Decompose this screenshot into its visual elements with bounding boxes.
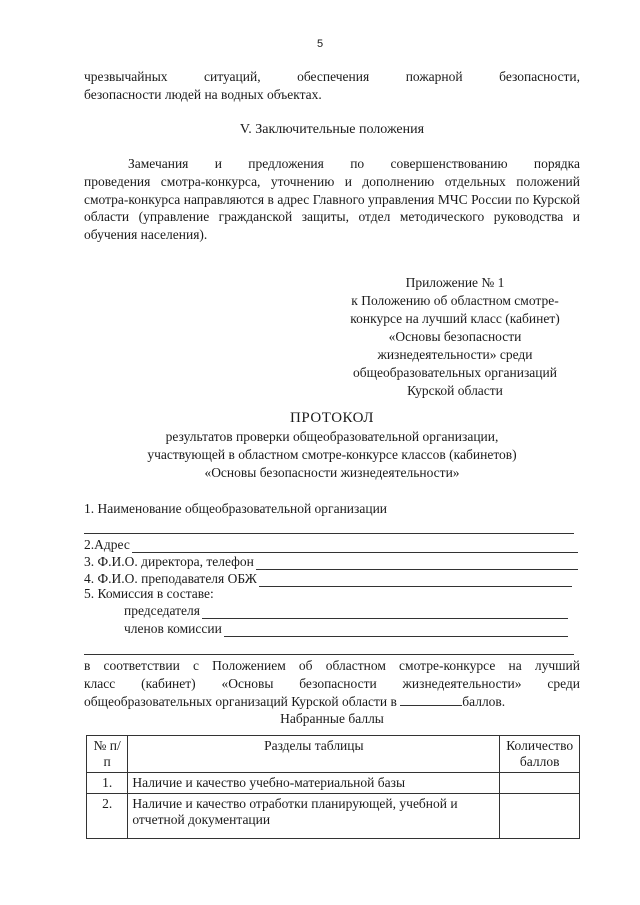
final-paragraph-first-line: Замечания и предложения по совершенствованию порядка [128, 156, 580, 171]
appendix-line: общеобразовательных организаций [353, 365, 557, 380]
accordance-line-2: класс (кабинет) «Основы безопасности жизнедеятельности» среди [84, 676, 580, 691]
table-row [87, 794, 580, 839]
protocol-subtitle-line: результатов проверки общеобразовательной организации, [165, 429, 499, 444]
header-num: № п/п [87, 736, 128, 773]
protocol-subtitle [84, 428, 580, 482]
continuation-line-2: безопасности людей на водных объектах. [84, 87, 322, 102]
appendix-line: конкурсе на лучший класс (кабинет) [350, 311, 560, 326]
row-num: 2. [87, 794, 128, 839]
form-item-members [124, 620, 568, 637]
form-item-organization-name: 1. Наименование общеобразовательной организации [84, 501, 388, 516]
form-label-teacher: 4. Ф.И.О. преподавателя ОБЖ [84, 571, 257, 586]
form-item-address [84, 536, 578, 553]
protocol-title: ПРОТОКОЛ [290, 410, 374, 426]
accordance-line-3 [84, 693, 580, 711]
section-heading: V. Заключительные положения [239, 122, 425, 137]
accordance-line-1: в соответствии с Положением об областном смотре-конкурсе на лучший [84, 658, 580, 673]
address-field[interactable] [132, 539, 578, 553]
form-item-director [84, 553, 578, 570]
scores-table [86, 735, 580, 839]
final-paragraph-body: проведения смотра-конкурса, уточнению и дополнению отдельных положений смотра-конкурса направляются в адрес Главного управления МЧС России по Курской области (управление гражданской защиты, отдел методического руководства и обучения населения). [84, 174, 580, 242]
protocol-subtitle-line: участвующей в областном смотре-конкурсе классов (кабинетов) [147, 447, 517, 462]
appendix-line: Приложение № 1 [405, 275, 505, 290]
row-section: Наличие и качество учебно-материальной базы [128, 773, 500, 794]
form-label-members: членов комиссии [124, 621, 222, 636]
table-header-row [87, 736, 580, 773]
appendix-line: жизнедеятельности» среди [377, 347, 533, 362]
accordance-text-before-blank: общеобразовательных организаций Курской области в [84, 694, 397, 709]
director-field[interactable] [256, 556, 578, 570]
protocol-subtitle-line: «Основы безопасности жизнедеятельности» [204, 465, 460, 480]
form-blank-line [84, 533, 574, 534]
scores-heading: Набранные баллы [280, 711, 384, 726]
points-blank-field[interactable] [400, 693, 462, 706]
appendix-caption [330, 274, 580, 400]
chair-field[interactable] [202, 605, 568, 619]
appendix-line: к Положению об областном смотре- [351, 293, 559, 308]
form-label-address: 2.Адрес [84, 537, 130, 552]
continuation-line-1: чрезвычайных ситуаций, обеспечения пожарной безопасности, [84, 69, 580, 84]
table-row [87, 773, 580, 794]
members-field[interactable] [224, 623, 568, 637]
row-count-cell[interactable] [500, 773, 580, 794]
row-count-cell[interactable] [500, 794, 580, 839]
accordance-text-after-blank: баллов. [462, 694, 506, 709]
form-item-commission: 5. Комиссия в составе: [84, 586, 214, 601]
form-label-chair: председателя [124, 603, 200, 618]
appendix-line: Курской области [407, 383, 503, 398]
row-section: Наличие и качество отработки планирующей, учебной и отчетной документации [128, 794, 500, 839]
appendix-line: «Основы безопасности [388, 329, 522, 344]
header-section: Разделы таблицы [128, 736, 500, 773]
page-number: 5 [316, 38, 324, 50]
form-label-director: 3. Ф.И.О. директора, телефон [84, 554, 254, 569]
row-num: 1. [87, 773, 128, 794]
header-count: Количество баллов [500, 736, 580, 773]
form-item-chair [124, 602, 568, 619]
form-blank-line [84, 654, 574, 655]
